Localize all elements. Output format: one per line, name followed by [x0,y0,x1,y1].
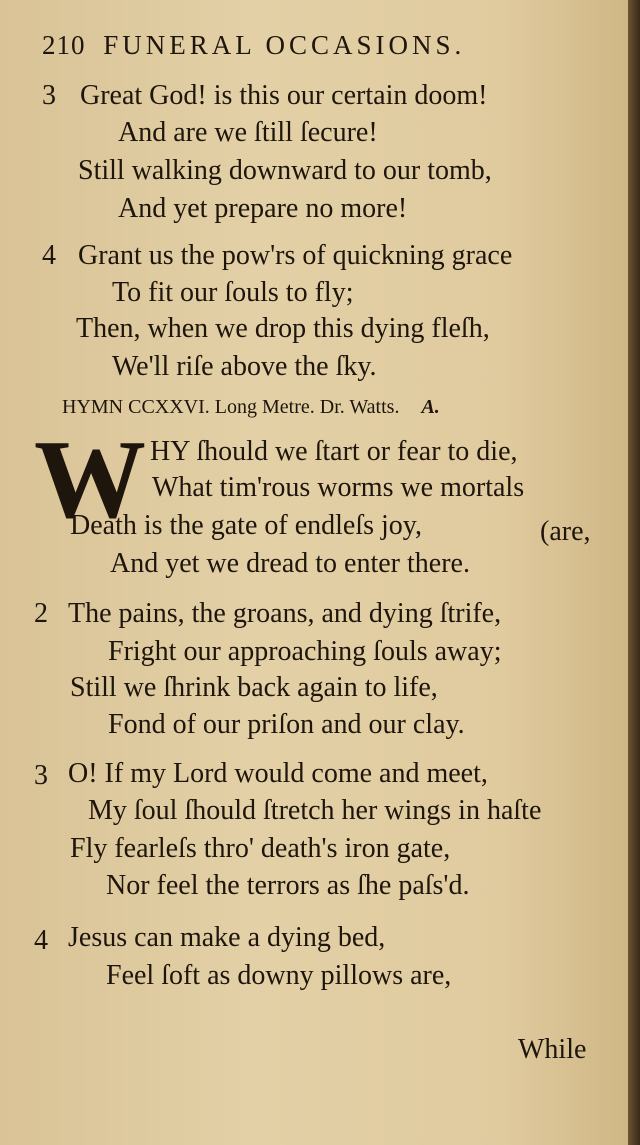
stanza-number: 3 [34,760,48,791]
verse-line: And yet we dread to enter there. [110,548,470,579]
verse-line: My ſoul ſhould ſtretch her wings in haſte [88,795,542,826]
verse-line: O! If my Lord would come and meet, [68,758,488,789]
verse-line: Great God! is this our certain doom! [80,80,488,111]
verse-line: The pains, the groans, and dying ſtrife, [68,598,502,629]
verse-line: Jesus can make a dying bed, [68,922,386,953]
stanza-number: 2 [34,598,48,629]
verse-line: Fly fearleſs thro' death's iron gate, [70,833,451,864]
verse-line: Grant us the pow'rs of quickning grace [78,240,513,271]
verse-line: HY ſhould we ſtart or fear to die, [150,436,518,467]
page-number: 210 [42,30,86,60]
stanza-number: 4 [34,925,48,956]
page-edge [628,0,640,1145]
verse-line: Still we ſhrink back again to life, [70,672,438,703]
verse-line: And are we ſtill ſecure! [118,117,378,148]
verse-line: Fond of our priſon and our clay. [108,709,465,740]
verse-line: Then, when we drop this dying fleſh, [76,313,490,344]
stanza-number: 3 [42,80,56,111]
verse-line: Still walking downward to our tomb, [78,155,492,186]
verse-line: Feel ſoft as downy pillows are, [106,960,452,991]
verse-line: Death is the gate of endleſs joy, [70,510,422,541]
hymn-title: HYMN CCXXVI. Long Metre. Dr. Watts. [62,396,400,418]
verse-line: What tim'rous worms we mortals [152,472,525,503]
hymn-heading [62,396,440,419]
stanza-number: 4 [42,240,56,271]
verse-line: We'll riſe above the ſky. [112,351,377,382]
verse-line: To fit our ſouls to fly; [112,277,354,308]
catchword: While [518,1034,587,1065]
drop-cap: W [34,418,140,542]
turnover-word: (are, [540,516,591,547]
verse-line: Fright our approaching ſouls away; [108,636,502,667]
running-title: FUNERAL OCCASIONS. [103,30,466,60]
verse-line: Nor feel the terrors as ſhe paſs'd. [106,870,470,901]
verse-line: And yet prepare no more! [118,193,408,224]
running-header [42,30,465,61]
tune-mark: A. [421,396,440,418]
